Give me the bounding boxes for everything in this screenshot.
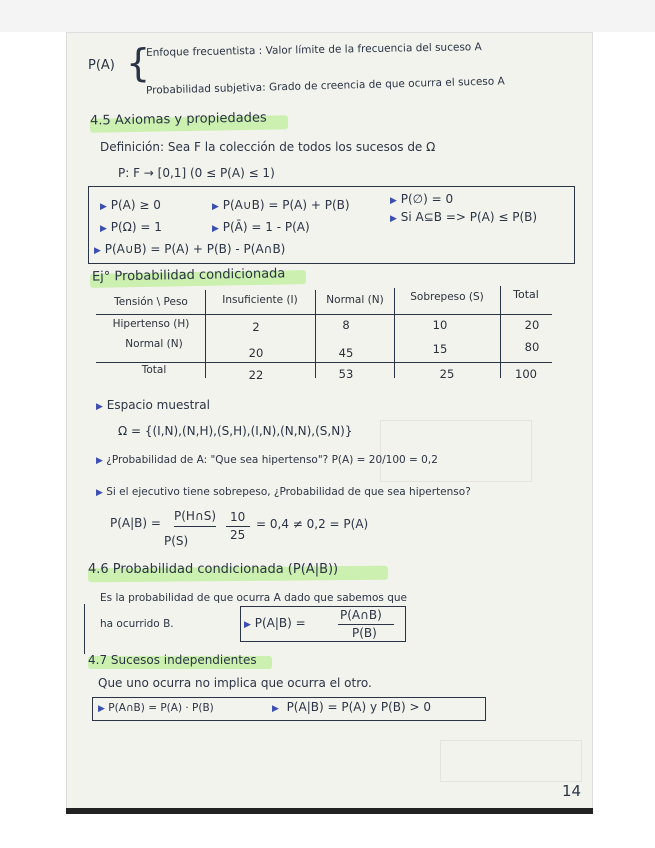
fraction-bar <box>226 526 250 527</box>
bleed-through-mark <box>440 740 582 782</box>
independence-a: ▶ P(A∩B) = P(A) · P(B) <box>98 702 214 714</box>
table-cell: 25 <box>439 367 455 381</box>
brace-icon: { <box>126 41 151 85</box>
axiom-7: ▶ P(A∪B) = P(A) + P(B) - P(A∩B) <box>94 242 286 256</box>
mapping-text: P: F → [0,1] (0 ≤ P(A) ≤ 1) <box>118 166 275 180</box>
table-cell: 10 <box>432 318 448 332</box>
scan-top-margin <box>0 0 655 32</box>
formula-num: P(A∩B) <box>340 608 382 622</box>
table-header: Total <box>513 288 539 301</box>
axiom-2: ▶ P(A∪B) = P(A) + P(B) <box>212 198 350 212</box>
table-rule <box>96 362 552 363</box>
axiom-1: ▶ P(A) ≥ 0 <box>100 198 161 212</box>
table-header: Insuficiente (I) <box>222 294 298 306</box>
table-rule <box>500 286 501 378</box>
table-cell: Total <box>141 364 167 376</box>
table-cell: 20 <box>524 318 540 332</box>
q1-answer: Ω = {(I,N),(N,H),(S,H),(I,N),(N,N),(S,N)} <box>118 424 353 438</box>
table-cell: 100 <box>515 367 537 381</box>
margin-bracket <box>84 604 85 654</box>
page-bottom-edge <box>66 808 593 814</box>
example-title: Ej° Probabilidad condicionada <box>91 266 286 285</box>
table-cell: 22 <box>248 368 264 382</box>
q3-num: P(H∩S) <box>174 509 217 523</box>
independence-b: ▶ P(A|B) = P(A) y P(B) > 0 <box>272 700 432 714</box>
pa-label: P(A) <box>88 58 115 73</box>
table-cell: 45 <box>338 346 354 360</box>
formula-lhs: ▶ P(A|B) = <box>244 616 306 630</box>
q3: ▶ Si el ejecutivo tiene sobrepeso, ¿Probabilidad de que sea hipertenso? <box>96 486 471 498</box>
section-46-line1: Es la probabilidad de que ocurra A dado que sabemos que <box>100 592 408 604</box>
q3-frac-num: 10 <box>230 510 246 524</box>
table-cell: Normal (N) <box>125 338 183 350</box>
section-45-title: 4.5 Axiomas y propiedades <box>89 110 267 129</box>
table-cell: 53 <box>338 367 354 381</box>
fraction-bar <box>174 526 216 527</box>
table-cell: 15 <box>432 342 448 356</box>
q3-formula-lhs: P(A|B) = <box>110 516 161 530</box>
table-cell: 8 <box>342 318 350 332</box>
definition-text: Definición: Sea F la colección de todos los sucesos de Ω <box>100 140 436 154</box>
q3-frac-den: 25 <box>230 528 246 542</box>
table-cell: Hipertenso (H) <box>112 318 190 330</box>
axiom-3: ▶ P(∅) = 0 <box>390 192 454 206</box>
formula-den: P(B) <box>352 626 377 640</box>
q2: ▶ ¿Probabilidad de A: "Que sea hipertenso"? P(A) = 20/100 = 0,2 <box>96 454 438 466</box>
bleed-through-mark <box>380 420 532 482</box>
section-46-line2: ha ocurrido B. <box>100 618 174 630</box>
section-46-title: 4.6 Probabilidad condicionada (P(A|B)) <box>88 562 339 577</box>
table-header: Normal (N) <box>326 294 384 306</box>
table-cell: 80 <box>524 340 540 354</box>
axiom-5: ▶ P(Ā) = 1 - P(A) <box>212 220 310 234</box>
table-cell: 20 <box>248 346 264 360</box>
q1-label: ▶ Espacio muestral <box>96 398 210 412</box>
table-rule <box>96 314 552 315</box>
axiom-4: ▶ P(Ω) = 1 <box>100 220 162 234</box>
q3-den: P(S) <box>164 534 189 548</box>
section-47-title: 4.7 Sucesos independientes <box>88 653 257 667</box>
axiom-6: ▶ Si A⊆B => P(A) ≤ P(B) <box>390 210 538 224</box>
table-header: Sobrepeso (S) <box>410 291 484 303</box>
q3-result: = 0,4 ≠ 0,2 = P(A) <box>256 517 369 531</box>
page-number: 14 <box>562 782 582 800</box>
def-line-subjective: Probabilidad subjetiva: Grado de creencia de que ocurra el suceso A <box>145 75 505 97</box>
section-47-line1: Que uno ocurra no implica que ocurra el otro. <box>98 676 372 690</box>
def-line-frequentist: Enfoque frecuentista : Valor límite de la frecuencia del suceso A <box>145 41 482 59</box>
table-header: Tensión \ Peso <box>114 296 188 308</box>
fraction-bar <box>338 624 394 625</box>
table-cell: 2 <box>252 320 260 334</box>
